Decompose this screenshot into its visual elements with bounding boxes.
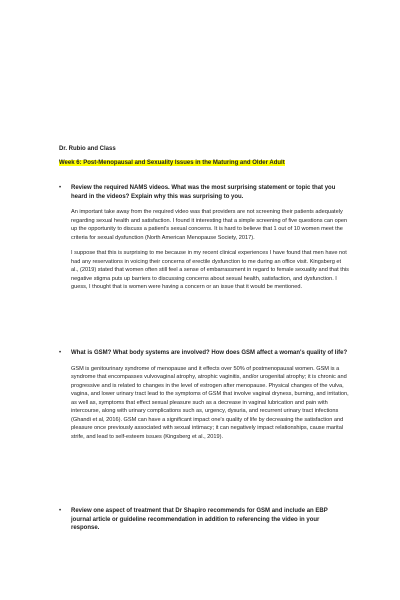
greeting: Dr. Rubio and Class (59, 146, 116, 152)
bullet-icon: • (59, 350, 62, 356)
bullet-icon: • (59, 508, 62, 514)
question-item-2 (59, 349, 349, 441)
question-1: Review the required NAMS videos. What was the most surprising statement or topic that you heard in the videos? Explain why this was surprising to you. (71, 185, 336, 200)
question-2: What is GSM? What body systems are involved? How does GSM affect a woman's quality of life? (71, 350, 348, 356)
question-3: Review one aspect of treatment that Dr Shapiro recommends for GSM and include an EBP journal article or guideline recommendation in addition to referencing the video in your response. (71, 508, 328, 532)
week-title-highlight: Week 6: Post-Menopausal and Sexuality Issues in the Maturing and Older Adult (59, 160, 285, 166)
answer-2-paragraph-1: GSM is genitourinary syndrome of menopause and it effects over 50% of postmenopausal women. GSM is a syndrome that encompasses vulvovaginal atrophy, atrophic vaginitis, and/or urogenital atrophy; it is chronic and progressive and is related to changes in the level of estrogen after menopause. Physical changes of the vulva, vagina, and lower urinary tract lead to the symptoms of GSM that involve vaginal dryness, burning, and irritation, as well as, symptoms that effect sexual pleasure such as a decrease in vaginal lubrication and pain with intercourse, along with urinary complications such as, urgency, dysuria, and recurrent urinary tract infections (Ghandi et al, 2016). GSM can have a significant impact one's quality of life by decreasing the satisfaction and pleasure once previously associated with sexual intimacy; it can negatively impact relationships, cause marital strife, and lead to self-esteem issues (Kingsberg et al., 2019). (71, 365, 349, 440)
answer-1-paragraph-1: An important take away from the required video was that providers are not screening their patients adequately regarding sexual health and satisfaction. I found it interesting that a simple screening of five questions can open up the opportunity to discuss a patient's sexual concerns. It is hard to believe that 1 out of 10 women meet the criteria for sexual dysfunction (North American Menopause Society, 2017). (71, 209, 348, 241)
question-item-1 (59, 184, 349, 292)
week-title (59, 160, 285, 166)
answer-1-paragraph-2: I suppose that this is surprising to me because in my recent clinical experiences I have found that men have not had any reservations in voicing their concerns of erectile dysfunction to me during an office visit. Kingsberg et al., (2019) stated that women often still feel a sense of embarrassment in regard to female sexuality and that this negative stigma puts up barriers to discussing concerns about sexual health, satisfaction, and dysfunction. I guess, I thought that is women were having a concern or an issue that it would be mentioned. (71, 250, 349, 291)
question-item-3 (59, 507, 349, 533)
bullet-icon: • (59, 185, 62, 191)
